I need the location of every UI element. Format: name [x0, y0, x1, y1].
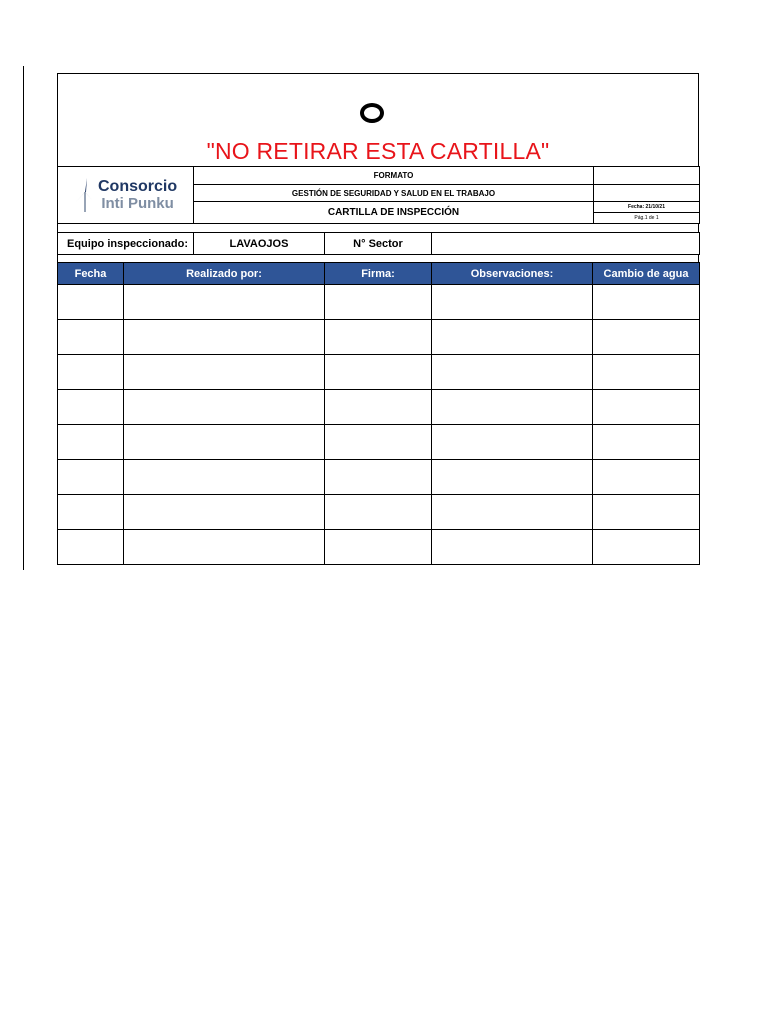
equipo-value: LAVAOJOS: [194, 233, 325, 255]
table-cell[interactable]: [124, 530, 325, 565]
warning-title: "NO RETIRAR ESTA CARTILLA": [206, 138, 550, 164]
sector-label: N° Sector: [325, 233, 432, 255]
table-cell[interactable]: [124, 390, 325, 425]
table-cell[interactable]: [593, 355, 700, 390]
table-row: [58, 390, 700, 425]
table-cell[interactable]: [58, 320, 124, 355]
table-cell[interactable]: [593, 320, 700, 355]
table-row: [58, 355, 700, 390]
table-cell[interactable]: [58, 460, 124, 495]
fecha-text: Fecha: 21/10/21: [594, 202, 699, 213]
ring-hole-icon: [360, 103, 384, 123]
table-cell[interactable]: [124, 495, 325, 530]
inspection-sheet: [57, 73, 699, 565]
company-logo: [58, 168, 193, 222]
column-header-fecha: Fecha: [58, 263, 124, 285]
table-cell[interactable]: [432, 530, 593, 565]
table-cell[interactable]: [325, 355, 432, 390]
logo-cell: [58, 167, 194, 224]
table-cell[interactable]: [325, 320, 432, 355]
column-header-firma: Firma:: [325, 263, 432, 285]
formato-label: FORMATO: [194, 167, 594, 185]
table-cell[interactable]: [593, 495, 700, 530]
table-cell[interactable]: [593, 530, 700, 565]
table-cell[interactable]: [58, 390, 124, 425]
logo-line2: Inti Punku: [101, 195, 174, 212]
table-cell[interactable]: [432, 495, 593, 530]
table-row: [58, 530, 700, 565]
turbine-icon: [76, 178, 92, 212]
spacer: [57, 224, 699, 232]
equipment-info-row: [57, 232, 700, 255]
table-cell[interactable]: [124, 355, 325, 390]
cartilla-label: CARTILLA DE INSPECCIÓN: [194, 202, 594, 224]
table-cell[interactable]: [325, 495, 432, 530]
format-header: [57, 166, 700, 224]
header-empty-cell: [594, 167, 700, 185]
column-header-realizado: Realizado por:: [124, 263, 325, 285]
table-cell[interactable]: [124, 285, 325, 320]
title-area: [57, 73, 699, 166]
table-cell[interactable]: [58, 355, 124, 390]
table-cell[interactable]: [593, 460, 700, 495]
table-cell[interactable]: [325, 390, 432, 425]
table-cell[interactable]: [432, 390, 593, 425]
table-cell[interactable]: [58, 530, 124, 565]
table-cell[interactable]: [58, 285, 124, 320]
table-cell[interactable]: [325, 460, 432, 495]
gestion-label: GESTIÓN DE SEGURIDAD Y SALUD EN EL TRABAJO: [194, 185, 594, 202]
logo-line1: Consorcio: [98, 178, 178, 195]
table-row: [58, 425, 700, 460]
sector-value-field[interactable]: [432, 233, 700, 255]
table-row: [58, 460, 700, 495]
table-cell[interactable]: [325, 425, 432, 460]
date-page-cell: [594, 202, 700, 224]
table-cell[interactable]: [432, 320, 593, 355]
table-cell[interactable]: [58, 495, 124, 530]
spacer-2: [57, 255, 699, 262]
table-cell[interactable]: [58, 425, 124, 460]
table-cell[interactable]: [593, 285, 700, 320]
table-cell[interactable]: [124, 460, 325, 495]
left-margin-line: [23, 66, 24, 570]
table-cell[interactable]: [432, 285, 593, 320]
table-cell[interactable]: [432, 355, 593, 390]
equipo-label: Equipo inspeccionado:: [58, 233, 194, 255]
header-empty-cell-2: [594, 185, 700, 202]
pagina-text: Pág.1 de 1: [634, 215, 659, 221]
table-row: [58, 320, 700, 355]
column-header-observaciones: Observaciones:: [432, 263, 593, 285]
table-cell[interactable]: [432, 425, 593, 460]
table-cell[interactable]: [432, 460, 593, 495]
column-header-cambio-agua: Cambio de agua: [593, 263, 700, 285]
table-cell[interactable]: [593, 425, 700, 460]
table-cell[interactable]: [593, 390, 700, 425]
table-cell[interactable]: [325, 530, 432, 565]
table-row: [58, 495, 700, 530]
inspection-log-table: [57, 262, 700, 565]
table-cell[interactable]: [124, 425, 325, 460]
table-row: [58, 285, 700, 320]
table-cell[interactable]: [325, 285, 432, 320]
table-cell[interactable]: [124, 320, 325, 355]
